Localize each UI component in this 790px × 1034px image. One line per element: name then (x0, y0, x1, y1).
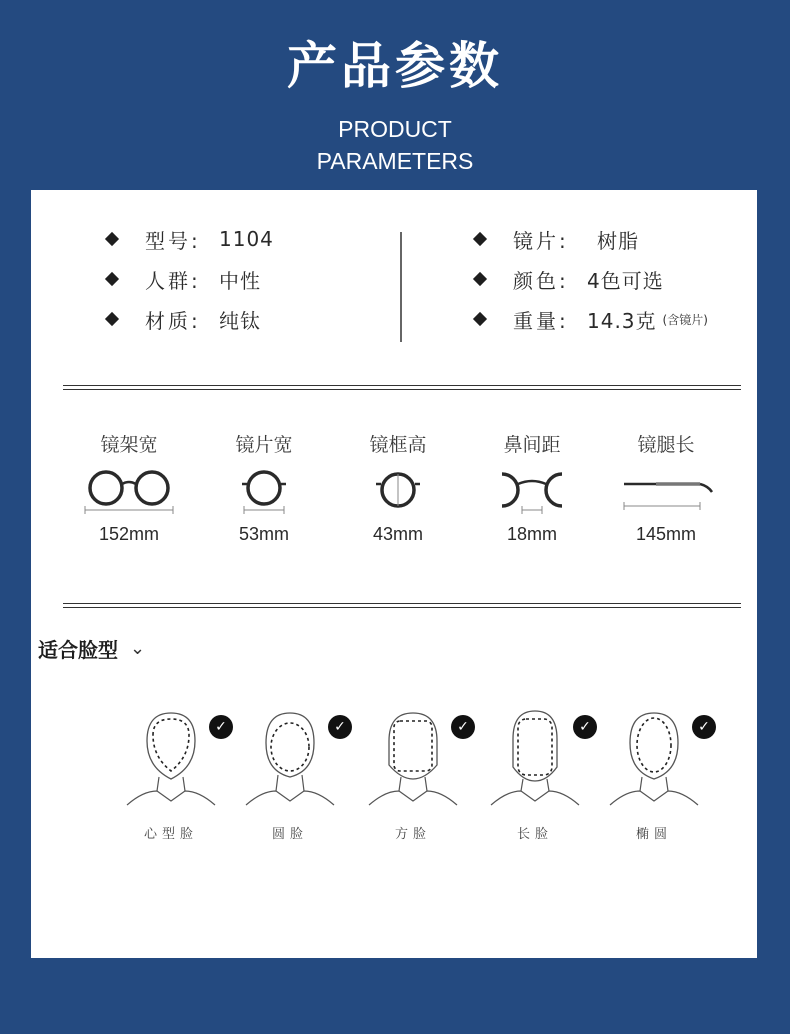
square-face-icon (365, 705, 461, 815)
page-title: 产品参数 (287, 37, 503, 95)
diamond-bullet-icon (105, 312, 119, 326)
measure-lens-width (199, 430, 329, 545)
spec-label: 重量: (513, 308, 569, 333)
spec-label: 镜片: (513, 228, 569, 253)
subtitle-line-1: PRODUCT (338, 116, 452, 142)
diamond-bullet-icon (105, 272, 119, 286)
spec-model (107, 224, 274, 254)
round-face-icon (242, 705, 338, 815)
face-label: 圆脸 (271, 827, 308, 842)
diamond-bullet-icon (473, 232, 487, 246)
divider-rule (63, 603, 741, 608)
spec-color (475, 264, 664, 294)
face-label: 方脸 (394, 827, 431, 842)
measure-bridge-width (467, 430, 597, 545)
spec-value: 14.3克 (587, 308, 657, 333)
measure-label: 镜腿长 (637, 434, 695, 456)
spec-value: 中性 (219, 268, 261, 293)
spec-audience (107, 264, 261, 294)
spec-label: 颜色: (513, 268, 569, 293)
face-shape-heart (123, 705, 233, 845)
lens-width-icon (214, 470, 314, 516)
check-icon: ✓ (573, 715, 597, 739)
check-icon: ✓ (451, 715, 475, 739)
measure-label: 鼻间距 (503, 434, 561, 456)
diamond-bullet-icon (473, 272, 487, 286)
face-shape-long (487, 705, 597, 845)
divider-rule (63, 385, 741, 390)
measure-value: 53mm (238, 524, 289, 544)
measure-temple-length (601, 430, 731, 545)
oval-face-icon (606, 705, 702, 815)
face-fit-title: 适合脸型 (38, 638, 118, 662)
face-label: 长脸 (516, 827, 553, 842)
bridge-width-icon (482, 470, 582, 516)
subtitle-line-2: PARAMETERS (316, 148, 474, 174)
face-fit-heading[interactable] (38, 634, 145, 663)
measure-value: 18mm (506, 524, 557, 544)
face-label: 椭圆 (635, 827, 672, 842)
measure-value: 145mm (635, 524, 697, 544)
frame-width-icon (79, 470, 179, 516)
measure-label: 镜片宽 (235, 434, 293, 456)
measure-label: 镜架宽 (100, 434, 158, 456)
spec-material (107, 304, 261, 334)
measure-value: 43mm (372, 524, 423, 544)
parameters-panel (31, 190, 757, 958)
chevron-down-icon: ⌄ (130, 638, 146, 659)
spec-lens (475, 224, 639, 254)
face-shape-round (242, 705, 352, 845)
spec-value: 1104 (219, 227, 274, 251)
spec-note: (含镜片) (662, 312, 708, 327)
measure-value: 152mm (98, 524, 160, 544)
check-icon: ✓ (209, 715, 233, 739)
long-face-icon (487, 705, 583, 815)
measure-frame-height (333, 430, 463, 545)
spec-value: 4色可选 (587, 268, 664, 293)
diamond-bullet-icon (473, 312, 487, 326)
spec-label: 材质: (145, 308, 201, 333)
face-shape-square (365, 705, 475, 845)
heart-face-icon (123, 705, 219, 815)
check-icon: ✓ (692, 715, 716, 739)
column-divider (400, 232, 402, 342)
spec-value: 树脂 (597, 228, 639, 253)
frame-height-icon (348, 470, 448, 516)
diamond-bullet-icon (105, 232, 119, 246)
measure-frame-width (64, 430, 194, 545)
header (0, 0, 790, 190)
face-shape-oval (606, 705, 716, 845)
face-label: 心型脸 (143, 827, 198, 842)
spec-label: 人群: (145, 268, 201, 293)
spec-value: 纯钛 (219, 308, 261, 333)
measure-label: 镜框高 (369, 434, 427, 456)
spec-label: 型号: (145, 228, 201, 253)
spec-weight (475, 304, 708, 334)
temple-length-icon (616, 470, 716, 516)
check-icon: ✓ (328, 715, 352, 739)
